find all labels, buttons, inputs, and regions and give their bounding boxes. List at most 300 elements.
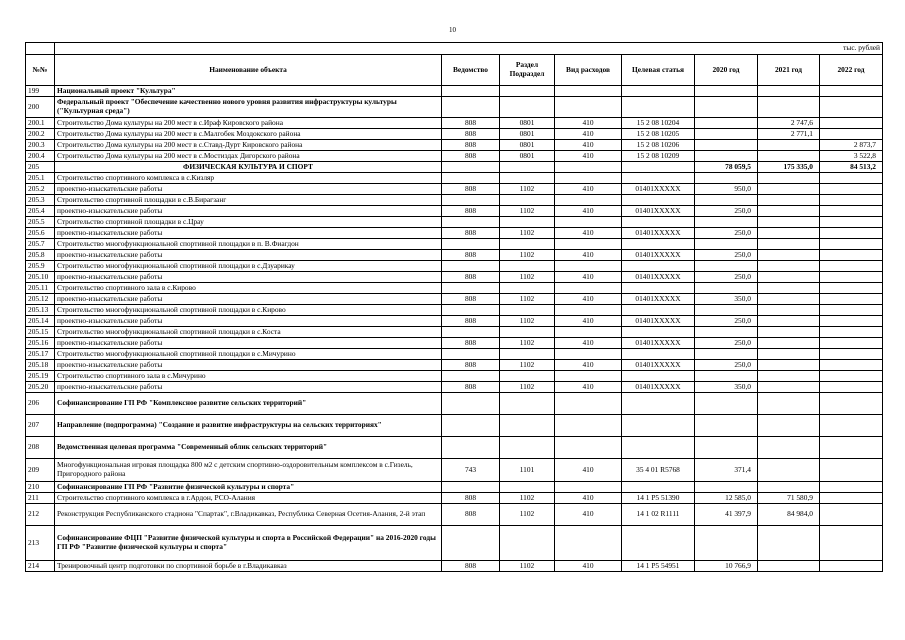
target-item: 01401ХХХХХ (622, 250, 695, 261)
object-name: Строительство Дома культуры на 200 мест в с.Мостиздах Дигорского района (55, 151, 442, 162)
expense-type: 410 (555, 151, 622, 162)
amount-2020 (695, 217, 758, 228)
department-code: 808 (442, 151, 500, 162)
department-code (442, 393, 500, 415)
table-row (26, 504, 883, 526)
amount-2021: 84 984,0 (758, 504, 820, 526)
amount-2020: 950,0 (695, 184, 758, 195)
amount-2020 (695, 415, 758, 437)
table-row (26, 228, 883, 239)
table-row (26, 173, 883, 184)
target-item: 01401ХХХХХ (622, 316, 695, 327)
row-number: 205.19 (26, 371, 55, 382)
row-number: 209 (26, 459, 55, 482)
amount-2020 (695, 437, 758, 459)
row-number: 207 (26, 415, 55, 437)
expense-type (555, 217, 622, 228)
expense-type (555, 261, 622, 272)
amount-2022 (820, 261, 883, 272)
section-code (500, 349, 555, 360)
expense-type: 410 (555, 118, 622, 129)
target-item (622, 305, 695, 316)
amount-2022 (820, 561, 883, 572)
department-code (442, 195, 500, 206)
amount-2021 (758, 294, 820, 305)
target-item (622, 482, 695, 493)
amount-2022 (820, 86, 883, 97)
amount-2020 (695, 349, 758, 360)
table-row (26, 239, 883, 250)
department-code: 808 (442, 118, 500, 129)
section-code (500, 261, 555, 272)
expense-type (555, 97, 622, 118)
department-code (442, 261, 500, 272)
amount-2021 (758, 482, 820, 493)
amount-2020 (695, 305, 758, 316)
expense-type: 410 (555, 250, 622, 261)
target-item (622, 217, 695, 228)
amount-2022 (820, 305, 883, 316)
department-code: 808 (442, 228, 500, 239)
department-code (442, 327, 500, 338)
target-item: 15 2 08 10206 (622, 140, 695, 151)
table-row (26, 261, 883, 272)
row-number: 205.6 (26, 228, 55, 239)
target-item: 01401ХХХХХ (622, 272, 695, 283)
amount-2022 (820, 184, 883, 195)
object-name: проектно-изыскательские работы (55, 206, 442, 217)
object-name: проектно-изыскательские работы (55, 382, 442, 393)
section-code (500, 415, 555, 437)
row-number: 205.5 (26, 217, 55, 228)
section-code (500, 371, 555, 382)
amount-2021 (758, 526, 820, 561)
object-name: Строительство спортивного зала в с.Мичурино (55, 371, 442, 382)
object-name: проектно-изыскательские работы (55, 184, 442, 195)
department-code (442, 162, 500, 173)
budget-table (25, 42, 883, 572)
row-number: 205.13 (26, 305, 55, 316)
row-number: 205 (26, 162, 55, 173)
object-name: Строительство спортивного зала в с.Кирово (55, 283, 442, 294)
amount-2021 (758, 272, 820, 283)
amount-2021 (758, 239, 820, 250)
amount-2020 (695, 482, 758, 493)
department-code (442, 305, 500, 316)
department-code (442, 173, 500, 184)
table-row (26, 151, 883, 162)
expense-type (555, 162, 622, 173)
amount-2020 (695, 129, 758, 140)
amount-2021 (758, 305, 820, 316)
amount-2021 (758, 217, 820, 228)
amount-2021 (758, 184, 820, 195)
table-row (26, 272, 883, 283)
amount-2022 (820, 118, 883, 129)
row-number: 205.9 (26, 261, 55, 272)
amount-2020: 10 766,9 (695, 561, 758, 572)
department-code: 808 (442, 561, 500, 572)
row-number: 205.1 (26, 173, 55, 184)
amount-2022 (820, 526, 883, 561)
amount-2022 (820, 327, 883, 338)
target-item (622, 371, 695, 382)
expense-type (555, 239, 622, 250)
expense-type: 410 (555, 140, 622, 151)
amount-2020: 250,0 (695, 360, 758, 371)
department-code: 808 (442, 504, 500, 526)
target-item (622, 393, 695, 415)
row-number: 205.18 (26, 360, 55, 371)
object-name: Национальный проект "Культура" (55, 86, 442, 97)
amount-2020: 250,0 (695, 206, 758, 217)
amount-2021 (758, 283, 820, 294)
amount-2022: 2 873,7 (820, 140, 883, 151)
section-code (500, 327, 555, 338)
amount-2020 (695, 371, 758, 382)
amount-2021 (758, 360, 820, 371)
section-code: 1102 (500, 272, 555, 283)
section-code: 1102 (500, 338, 555, 349)
table-row (26, 118, 883, 129)
section-code: 0801 (500, 129, 555, 140)
target-item (622, 349, 695, 360)
amount-2020: 12 585,0 (695, 493, 758, 504)
table-row (26, 360, 883, 371)
object-name: Строительство Дома культуры на 200 мест в с.Малгобек Моздокского района (55, 129, 442, 140)
target-item (622, 261, 695, 272)
amount-2022 (820, 338, 883, 349)
amount-2020 (695, 173, 758, 184)
page-number: 10 (449, 26, 456, 34)
table-row (26, 482, 883, 493)
amount-2022 (820, 360, 883, 371)
amount-2020 (695, 118, 758, 129)
object-name: проектно-изыскательские работы (55, 228, 442, 239)
amount-2020: 250,0 (695, 250, 758, 261)
amount-2022 (820, 239, 883, 250)
amount-2022 (820, 294, 883, 305)
amount-2021: 175 335,0 (758, 162, 820, 173)
amount-2022 (820, 97, 883, 118)
amount-2021: 71 580,9 (758, 493, 820, 504)
department-code: 808 (442, 250, 500, 261)
department-code (442, 217, 500, 228)
expense-type: 410 (555, 459, 622, 482)
row-number: 211 (26, 493, 55, 504)
target-item: 14 1 02 R1111 (622, 504, 695, 526)
amount-2020: 250,0 (695, 316, 758, 327)
col-header-2021: 2021 год (758, 55, 820, 86)
object-name: Строительство Дома культуры на 200 мест в с.Ираф Кировского района (55, 118, 442, 129)
target-item: 01401ХХХХХ (622, 360, 695, 371)
object-name: Строительство многофункциональной спортивной площадки в п. В.Фиагдон (55, 239, 442, 250)
section-code (500, 195, 555, 206)
amount-2022 (820, 272, 883, 283)
object-name: ФИЗИЧЕСКАЯ КУЛЬТУРА И СПОРТ (55, 162, 442, 173)
amount-2022 (820, 382, 883, 393)
amount-2020 (695, 393, 758, 415)
row-number: 205.4 (26, 206, 55, 217)
amount-2020: 41 397,9 (695, 504, 758, 526)
object-name: Федеральный проект "Обеспечение качественно нового уровня развития инфраструктуры культуры ("Культурная среда") (55, 97, 442, 118)
amount-2022: 3 522,8 (820, 151, 883, 162)
amount-2022 (820, 217, 883, 228)
target-item (622, 86, 695, 97)
amount-2021 (758, 459, 820, 482)
target-item (622, 162, 695, 173)
target-item: 14 1 P5 51390 (622, 493, 695, 504)
department-code: 808 (442, 129, 500, 140)
section-code (500, 482, 555, 493)
row-number: 205.11 (26, 283, 55, 294)
expense-type: 410 (555, 294, 622, 305)
amount-2022 (820, 173, 883, 184)
expense-type: 410 (555, 493, 622, 504)
department-code (442, 349, 500, 360)
amount-2022 (820, 195, 883, 206)
section-code (500, 162, 555, 173)
amount-2021 (758, 349, 820, 360)
target-item (622, 283, 695, 294)
row-number: 205.16 (26, 338, 55, 349)
department-code: 808 (442, 294, 500, 305)
row-number: 205.8 (26, 250, 55, 261)
amount-2022 (820, 283, 883, 294)
row-number: 205.20 (26, 382, 55, 393)
amount-2020 (695, 140, 758, 151)
table-row (26, 162, 883, 173)
amount-2022 (820, 493, 883, 504)
table-row (26, 217, 883, 228)
target-item: 01401ХХХХХ (622, 338, 695, 349)
section-code (500, 86, 555, 97)
row-number: 199 (26, 86, 55, 97)
amount-2020 (695, 151, 758, 162)
row-number: 205.7 (26, 239, 55, 250)
section-code: 1102 (500, 360, 555, 371)
table-row (26, 393, 883, 415)
amount-2021 (758, 437, 820, 459)
section-code: 1102 (500, 294, 555, 305)
table-row (26, 294, 883, 305)
amount-2020 (695, 195, 758, 206)
table-row (26, 338, 883, 349)
expense-type (555, 437, 622, 459)
expense-type: 410 (555, 184, 622, 195)
row-number: 205.10 (26, 272, 55, 283)
amount-2021 (758, 382, 820, 393)
expense-type (555, 526, 622, 561)
section-code: 1102 (500, 250, 555, 261)
object-name: Направление (подпрограмма) "Создание и развитие инфраструктуры на сельских территориях" (55, 415, 442, 437)
amount-2020 (695, 283, 758, 294)
department-code (442, 437, 500, 459)
department-code: 743 (442, 459, 500, 482)
amount-2022 (820, 349, 883, 360)
amount-2020: 371,4 (695, 459, 758, 482)
expense-type (555, 415, 622, 437)
table-row (26, 283, 883, 294)
expense-type (555, 283, 622, 294)
table-row (26, 316, 883, 327)
amount-2020: 78 059,5 (695, 162, 758, 173)
expense-type (555, 349, 622, 360)
amount-2021 (758, 206, 820, 217)
object-name: Софинансирование ГП РФ "Развитие физической культуры и спорта" (55, 482, 442, 493)
amount-2020: 250,0 (695, 338, 758, 349)
object-name: Реконструкция Республиканского стадиона "Спартак", г.Владикавказ, Республика Северная Осетия-Алания, 2-й этап (55, 504, 442, 526)
amount-2021 (758, 327, 820, 338)
amount-2022: 84 513,2 (820, 162, 883, 173)
row-number: 200.4 (26, 151, 55, 162)
table-row (26, 206, 883, 217)
section-code (500, 283, 555, 294)
amount-2021 (758, 415, 820, 437)
expense-type (555, 195, 622, 206)
col-header-department: Ведомство (442, 55, 500, 86)
department-code (442, 371, 500, 382)
amount-2020 (695, 86, 758, 97)
row-number: 205.17 (26, 349, 55, 360)
amount-2022 (820, 316, 883, 327)
target-item: 01401ХХХХХ (622, 228, 695, 239)
table-row (26, 140, 883, 151)
table-header (26, 55, 883, 86)
amount-2021 (758, 151, 820, 162)
amount-2022 (820, 504, 883, 526)
expense-type: 410 (555, 561, 622, 572)
department-code (442, 239, 500, 250)
department-code: 808 (442, 493, 500, 504)
expense-type: 410 (555, 504, 622, 526)
table-row (26, 382, 883, 393)
amount-2021: 2 747,6 (758, 118, 820, 129)
expense-type (555, 86, 622, 97)
section-code (500, 239, 555, 250)
department-code: 808 (442, 184, 500, 195)
department-code (442, 482, 500, 493)
target-item: 01401ХХХХХ (622, 382, 695, 393)
department-code: 808 (442, 360, 500, 371)
department-code: 808 (442, 206, 500, 217)
table-row (26, 327, 883, 338)
amount-2021 (758, 195, 820, 206)
row-number: 205.15 (26, 327, 55, 338)
amount-2022 (820, 206, 883, 217)
object-name: Строительство многофункциональной спортивной площадки в с.Мичурино (55, 349, 442, 360)
object-name: проектно-изыскательские работы (55, 360, 442, 371)
expense-type: 410 (555, 382, 622, 393)
row-number: 208 (26, 437, 55, 459)
amount-2020: 350,0 (695, 294, 758, 305)
table-row (26, 493, 883, 504)
department-code: 808 (442, 140, 500, 151)
amount-2020 (695, 239, 758, 250)
amount-2021 (758, 86, 820, 97)
col-header-name: Наименование объекта (55, 55, 442, 86)
target-item: 15 2 08 10209 (622, 151, 695, 162)
object-name: Строительство спортивной площадки в с.В.Бирагзанг (55, 195, 442, 206)
department-code: 808 (442, 316, 500, 327)
amount-2021 (758, 228, 820, 239)
object-name: Строительство многофункциональной спортивной площадки в с.Коста (55, 327, 442, 338)
object-name: Строительство Дома культуры на 200 мест в с.Ставд-Дурт Кировского района (55, 140, 442, 151)
expense-type: 410 (555, 129, 622, 140)
section-code (500, 393, 555, 415)
col-header-expense-type: Вид расходов (555, 55, 622, 86)
object-name: проектно-изыскательские работы (55, 316, 442, 327)
target-item (622, 415, 695, 437)
object-name: проектно-изыскательские работы (55, 338, 442, 349)
row-number: 205.14 (26, 316, 55, 327)
table-row (26, 459, 883, 482)
amount-2020 (695, 261, 758, 272)
section-code: 1102 (500, 561, 555, 572)
amount-2021 (758, 140, 820, 151)
department-code (442, 526, 500, 561)
expense-type (555, 371, 622, 382)
amount-2022 (820, 250, 883, 261)
col-header-2022: 2022 год (820, 55, 883, 86)
target-item (622, 239, 695, 250)
section-code: 1102 (500, 493, 555, 504)
section-code: 0801 (500, 118, 555, 129)
amount-2021: 2 771,1 (758, 129, 820, 140)
amount-2022 (820, 459, 883, 482)
table-row (26, 250, 883, 261)
section-code (500, 97, 555, 118)
unit-row (26, 43, 883, 55)
table-row (26, 437, 883, 459)
section-code (500, 526, 555, 561)
row-number: 200 (26, 97, 55, 118)
section-code: 0801 (500, 151, 555, 162)
expense-type: 410 (555, 360, 622, 371)
amount-2021 (758, 261, 820, 272)
amount-2020 (695, 327, 758, 338)
section-code: 1102 (500, 316, 555, 327)
amount-2021 (758, 338, 820, 349)
target-item (622, 437, 695, 459)
section-code: 1101 (500, 459, 555, 482)
table-row (26, 561, 883, 572)
table-row (26, 86, 883, 97)
expense-type (555, 482, 622, 493)
target-item: 35 4 01 R5768 (622, 459, 695, 482)
section-code: 1102 (500, 504, 555, 526)
section-code (500, 173, 555, 184)
row-number: 205.3 (26, 195, 55, 206)
object-name: Строительство спортивной площадки в с.Црау (55, 217, 442, 228)
target-item: 15 2 08 10205 (622, 129, 695, 140)
object-name: Ведомственная целевая программа "Современный облик сельских территорий" (55, 437, 442, 459)
section-code (500, 437, 555, 459)
table-row (26, 97, 883, 118)
department-code: 808 (442, 338, 500, 349)
table-row (26, 305, 883, 316)
col-header-section: Раздел Подраздел (500, 55, 555, 86)
amount-2020 (695, 97, 758, 118)
amount-2020: 250,0 (695, 272, 758, 283)
department-code (442, 97, 500, 118)
row-number: 213 (26, 526, 55, 561)
target-item: 01401ХХХХХ (622, 206, 695, 217)
amount-2022 (820, 371, 883, 382)
row-number: 205.12 (26, 294, 55, 305)
row-number: 200.1 (26, 118, 55, 129)
table-row (26, 129, 883, 140)
